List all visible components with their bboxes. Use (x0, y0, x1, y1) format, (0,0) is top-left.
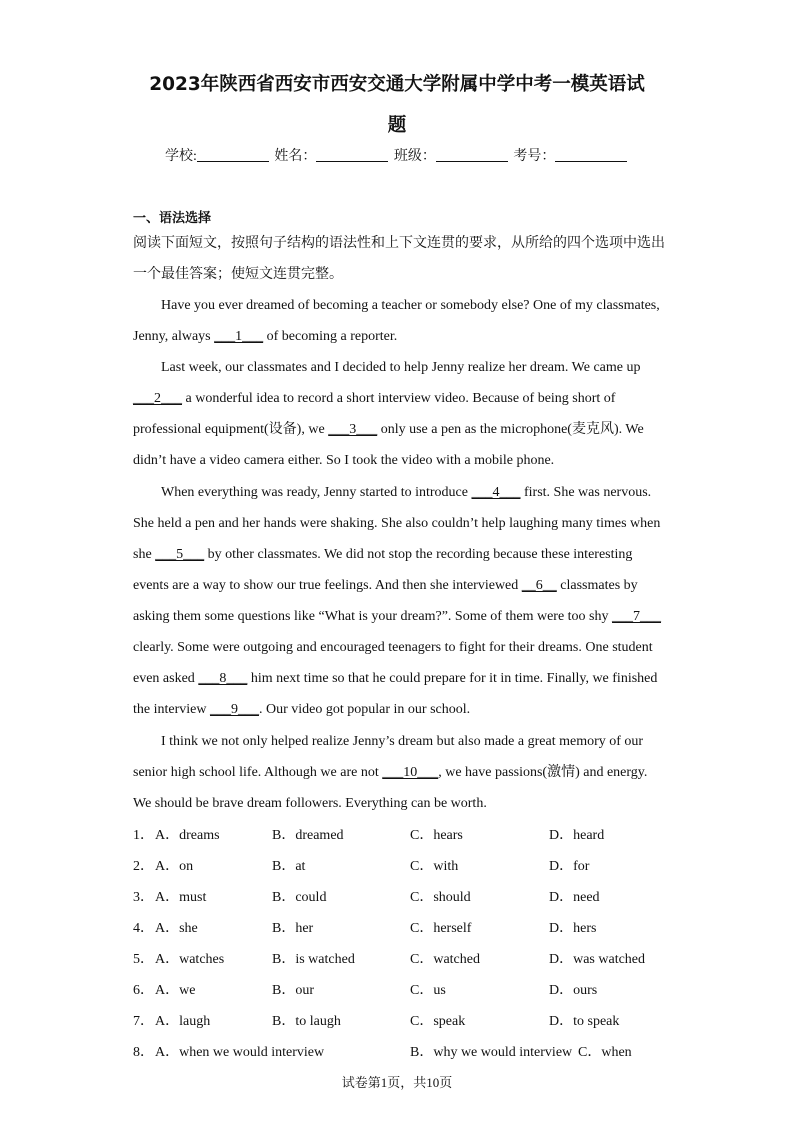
section-heading: 一、语法选择 (133, 211, 212, 226)
option-d[interactable]: D．to speak (549, 1014, 620, 1029)
option-c[interactable]: C．hears (410, 828, 463, 843)
question-row-3: 3． A．must B．could C．should D．need (133, 882, 693, 913)
option-c[interactable]: C．speak (410, 1014, 466, 1029)
option-a[interactable]: A．on (155, 859, 194, 874)
class-blank[interactable] (436, 147, 508, 162)
passage-paragraph-1: Have you ever dreamed of becoming a teacher or somebody else? One of my classmates, Jenny, always ___1___ of becoming a reporter. (133, 298, 660, 344)
passage-paragraph-4: I think we not only helped realize Jenny’s dream but also made a great memory of our senior high school life. Although we are not ___10___, we have passions(激情) and energy. We should be brave dream followers. Everything can be worth. (133, 734, 648, 811)
blank-1[interactable]: ___1___ (214, 329, 264, 344)
option-c[interactable]: C．us (410, 983, 446, 998)
question-row-2: 2． A．on B．at C．with D．for (133, 851, 693, 882)
question-row-8: 8． A．when we would interview B．why we would interview C．when (133, 1037, 693, 1068)
page-footer: 试卷第1页，共10页 (341, 1075, 453, 1090)
title-line-1: 2023年陕西省西安市西安交通大学附属中学中考一模英语试 (149, 74, 645, 95)
option-d[interactable]: D．for (549, 859, 590, 874)
option-b[interactable]: B．at (272, 859, 306, 874)
name-blank[interactable] (316, 147, 388, 162)
blank-5[interactable]: ___5___ (155, 547, 205, 562)
blank-4[interactable]: ___4___ (471, 485, 521, 500)
question-row-5: 5． A．watches B．is watched C．watched D．was watched (133, 944, 693, 975)
question-row-6: 6． A．we B．our C．us D．ours (133, 975, 693, 1006)
blank-6[interactable]: __6__ (521, 578, 557, 593)
option-c[interactable]: C．should (410, 890, 471, 905)
instructions: 阅读下面短文，按照句子结构的语法性和上下文连贯的要求，从所给的四个选项中选出一个最佳答案；使短文连贯完整。 (133, 236, 665, 282)
option-d[interactable]: D．heard (549, 828, 605, 843)
option-d[interactable]: D．ours (549, 983, 598, 998)
option-c[interactable]: C．with (410, 859, 459, 874)
name-label: 姓名： (274, 149, 317, 164)
option-a[interactable]: A．dreams (155, 828, 220, 843)
option-a[interactable]: A．when we would interview (155, 1045, 325, 1060)
option-a[interactable]: A．watches (155, 952, 225, 967)
option-d[interactable]: D．was watched (549, 952, 646, 967)
option-a[interactable]: A．we (155, 983, 196, 998)
exam-no-blank[interactable] (555, 147, 627, 162)
blank-10[interactable]: ___10___ (382, 765, 439, 780)
option-d[interactable]: D．need (549, 890, 600, 905)
option-b[interactable]: B．dreamed (272, 828, 344, 843)
school-label: 学校: (165, 149, 197, 164)
passage-paragraph-3: When everything was ready, Jenny started to introduce ___4___ first. She was nervous. She held a pen and her hands were shaking. She also couldn’t help laughing many times when she ___5___ by other classmates. We did not stop the recording because these interesting events are a way to show our true feelings. And then she interviewed __6__ classmates by asking them some questions like “What is your dream?”. Some of them were too shy ___7___ clearly. Some were outgoing and encouraged teenagers to fight for their dreams. One student even asked ___8___ him next time so that he could prepare for it in time. Finally, we finished the interview ___9___. Our video got popular in our school. (133, 485, 662, 717)
option-b[interactable]: B．is watched (272, 952, 355, 967)
option-a[interactable]: A．must (155, 890, 207, 905)
question-row-1: 1． A．dreams B．dreamed C．hears D．heard (133, 820, 693, 851)
option-a[interactable]: A．laugh (155, 1014, 211, 1029)
option-b[interactable]: B．to laugh (272, 1014, 341, 1029)
option-b[interactable]: B．our (272, 983, 314, 998)
option-d[interactable]: D．hers (549, 921, 597, 936)
question-row-4: 4． A．she B．her C．herself D．hers (133, 913, 693, 944)
blank-3[interactable]: ___3___ (328, 422, 378, 437)
option-b[interactable]: B．why we would interview (410, 1045, 573, 1060)
option-a[interactable]: A．she (155, 921, 198, 936)
class-label: 班级： (393, 149, 436, 164)
exam-no-label: 考号： (513, 149, 556, 164)
option-b[interactable]: B．her (272, 921, 314, 936)
passage-paragraph-2: Last week, our classmates and I decided to help Jenny realize her dream. We came up ___2___ a wonderful idea to record a short interview video. Because of being short of professional equipment(设备), we ___3___ only use a pen as the microphone(麦克风). We didn’t have a video camera either. So I took the video with a mobile phone. (133, 360, 644, 468)
title-line-2: 题 (387, 115, 407, 136)
option-b[interactable]: B．could (272, 890, 327, 905)
blank-8[interactable]: ___8___ (198, 671, 248, 686)
option-c[interactable]: C．when (578, 1045, 632, 1060)
blank-2[interactable]: ___2___ (133, 391, 182, 406)
blank-9[interactable]: ___9___ (209, 702, 259, 717)
student-info (165, 145, 629, 165)
option-c[interactable]: C．watched (410, 952, 480, 967)
school-blank[interactable] (197, 147, 269, 162)
question-row-7: 7． A．laugh B．to laugh C．speak D．to speak (133, 1006, 693, 1037)
blank-7[interactable]: ___7___ (612, 609, 662, 624)
option-c[interactable]: C．herself (410, 921, 472, 936)
